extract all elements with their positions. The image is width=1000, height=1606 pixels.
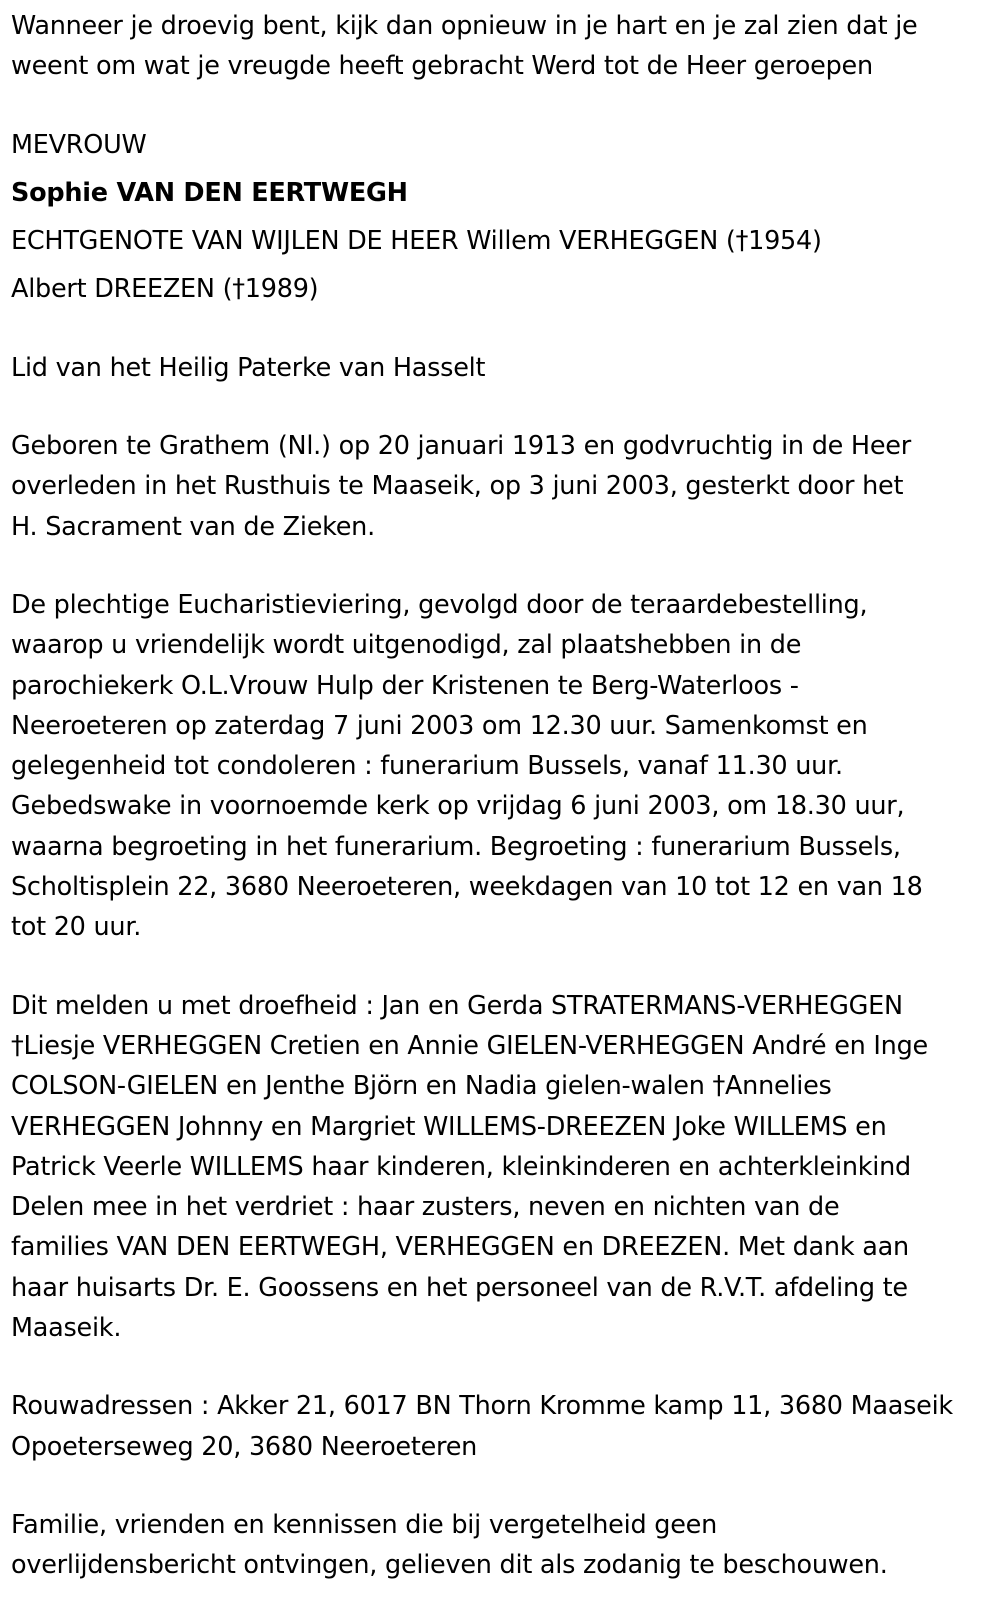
ceremony-text: De plechtige Eucharistieviering, gevolgd door de teraardebestelling, waarop u vriendelijk wordt uitgenodigd, zal plaatshebben in de parochiekerk O.L.Vrouw Hulp der Kristenen te Berg-Waterloos - Neeroeteren op zaterdag 7 juni 2003 om 12.30 uur. Samenkomst en gelegenheid tot condoleren : funerarium Bussels, vanaf 11.30 uur. Gebedswake in voornoemde kerk op vrijdag 6 juni 2003, om 18.30 uur, waarna begroeting in het funerarium. Begroeting : funerarium Bussels, Scholtisplein 22, 3680 Neeroeteren, weekdagen van 10 tot 12 en van 18 tot 20 uur. [11,589,923,943]
spacer [11,1467,990,1505]
family-text: Dit melden u met droefheid : Jan en Gerda STRATERMANS-VERHEGGEN †Liesje VERHEGGEN Cretien en Annie GIELEN-VERHEGGEN André en Inge COLSON-GIELEN en Jenthe Björn en Nadia gielen-walen †Annelies VERHEGGEN Johnny en Margriet WILLEMS-DREEZEN Joke WILLEMS en Patrick Veerle WILLEMS haar kinderen, kleinkinderen en achterkleinkind Delen mee in het verdriet : haar zusters, neven en nichten van de families VAN DEN EERTWEGH, VERHEGGEN en DREEZEN. Met dank aan haar huisarts Dr. E. Goossens en het personeel van de R.V.T. afdeling te Maaseik. [11,990,928,1344]
intro-text: Wanneer je droevig bent, kijk dan opnieuw in je hart en je zal zien dat je weent om wat je vreugde heeft gebracht Werd tot de Heer geroepen [11,11,918,82]
spacer [11,547,990,585]
spacer [11,213,990,221]
spacer [11,261,990,269]
addresses-text: Rouwadressen : Akker 21, 6017 BN Thorn Kromme kamp 11, 3680 Maaseik Opoeterseweg 20, 3680 Neeroeteren [11,1391,953,1462]
spacer [11,948,990,986]
title-text: MEVROUW [11,129,147,160]
birth-death-text: Geboren te Grathem (Nl.) op 20 januari 1913 en godvruchtig in de Heer overleden in het Rusthuis te Maaseik, op 3 juni 2003, gesterkt door het H. Sacrament van de Zieken. [11,431,911,542]
spacer [11,87,990,125]
spacer [11,165,990,173]
spacer [11,310,990,348]
closing-text: Familie, vrienden en kennissen die bij vergetelheid geen overlijdensbericht ontvingen, gelieven dit als zodanig te beschouwen. [11,1509,888,1581]
membership-text: Lid van het Heilig Paterke van Hasselt [11,352,486,383]
spouse-line-1: ECHTGENOTE VAN WIJLEN DE HEER Willem VERHEGGEN (†1954) [11,226,822,257]
spouse-line-2: Albert DREEZEN (†1989) [11,274,319,305]
deceased-name: Sophie VAN DEN EERTWEGH [11,177,408,208]
spacer [11,388,990,426]
spacer [11,1348,990,1386]
